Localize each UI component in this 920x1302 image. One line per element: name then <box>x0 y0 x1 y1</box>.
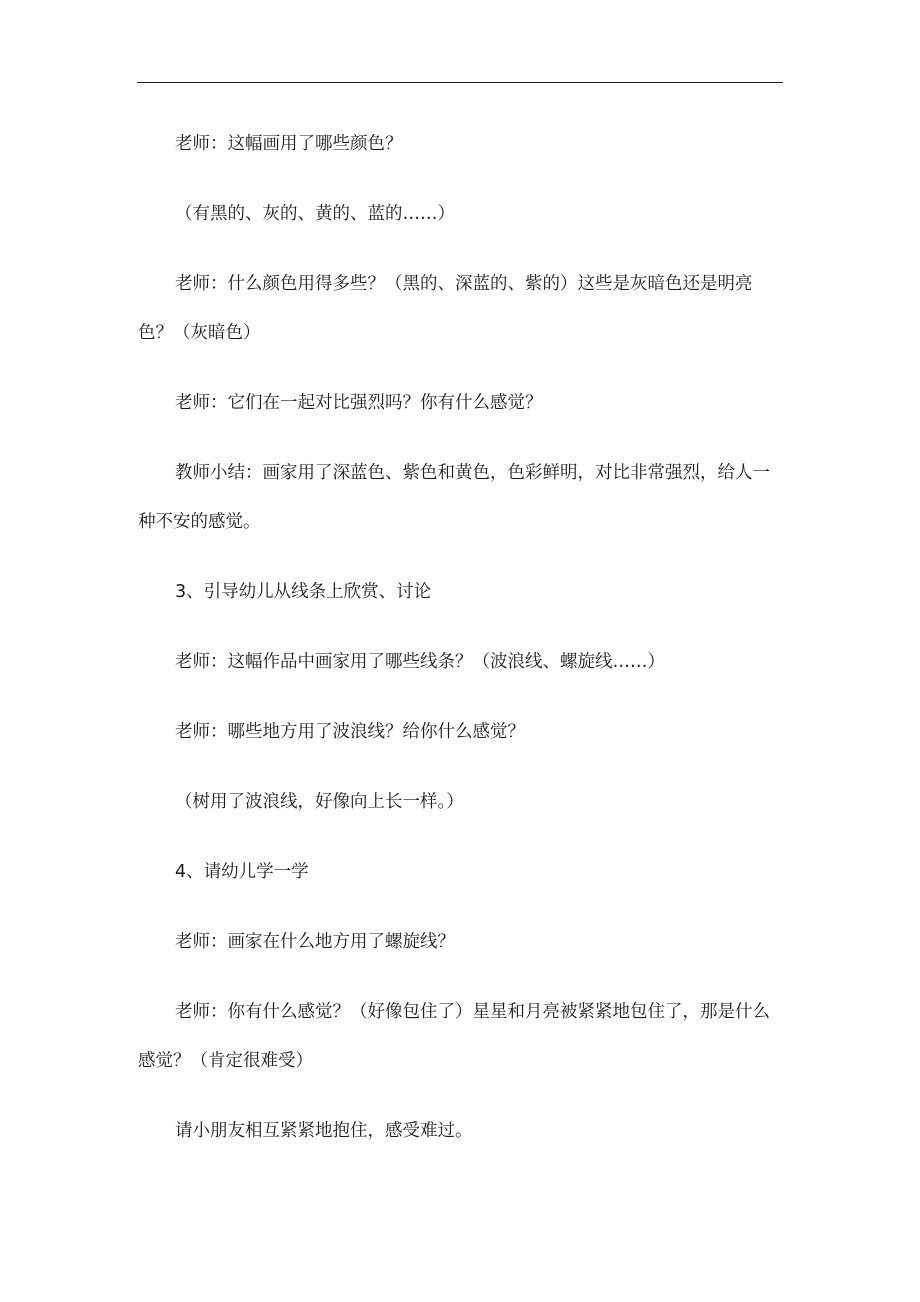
section-heading: 4、请幼儿学一学 <box>175 862 309 882</box>
document-body <box>138 120 786 1156</box>
section-heading: 3、引导幼儿从线条上欣赏、讨论 <box>175 582 432 602</box>
paragraph: 教师小结：画家用了深蓝色、紫色和黄色，色彩鲜明，对比非常强烈，给人一种不安的感觉。 <box>138 463 770 532</box>
paragraph: 老师：什么颜色用得多些？（黑的、深蓝的、紫的）这些是灰暗色还是明亮色？（灰暗色） <box>138 274 753 343</box>
paragraph: （树用了波浪线，好像向上长一样。） <box>175 792 464 812</box>
paragraph: 老师：这幅作品中画家用了哪些线条？（波浪线、螺旋线……） <box>175 652 665 672</box>
paragraph: （有黑的、灰的、黄的、蓝的……） <box>175 204 455 224</box>
paragraph: 老师：画家在什么地方用了螺旋线？ <box>175 932 455 952</box>
paragraph: 请小朋友相互紧紧地抱住，感受难过。 <box>175 1121 473 1141</box>
paragraph: 老师：你有什么感觉？（好像包住了）星星和月亮被紧紧地包住了，那是什么感觉？（肯定很难受） <box>138 1002 770 1071</box>
header-rule <box>137 82 783 83</box>
paragraph: 老师：哪些地方用了波浪线？给你什么感觉？ <box>175 722 525 742</box>
paragraph: 老师：它们在一起对比强烈吗？你有什么感觉？ <box>175 393 543 413</box>
paragraph: 老师：这幅画用了哪些颜色？ <box>175 134 403 154</box>
